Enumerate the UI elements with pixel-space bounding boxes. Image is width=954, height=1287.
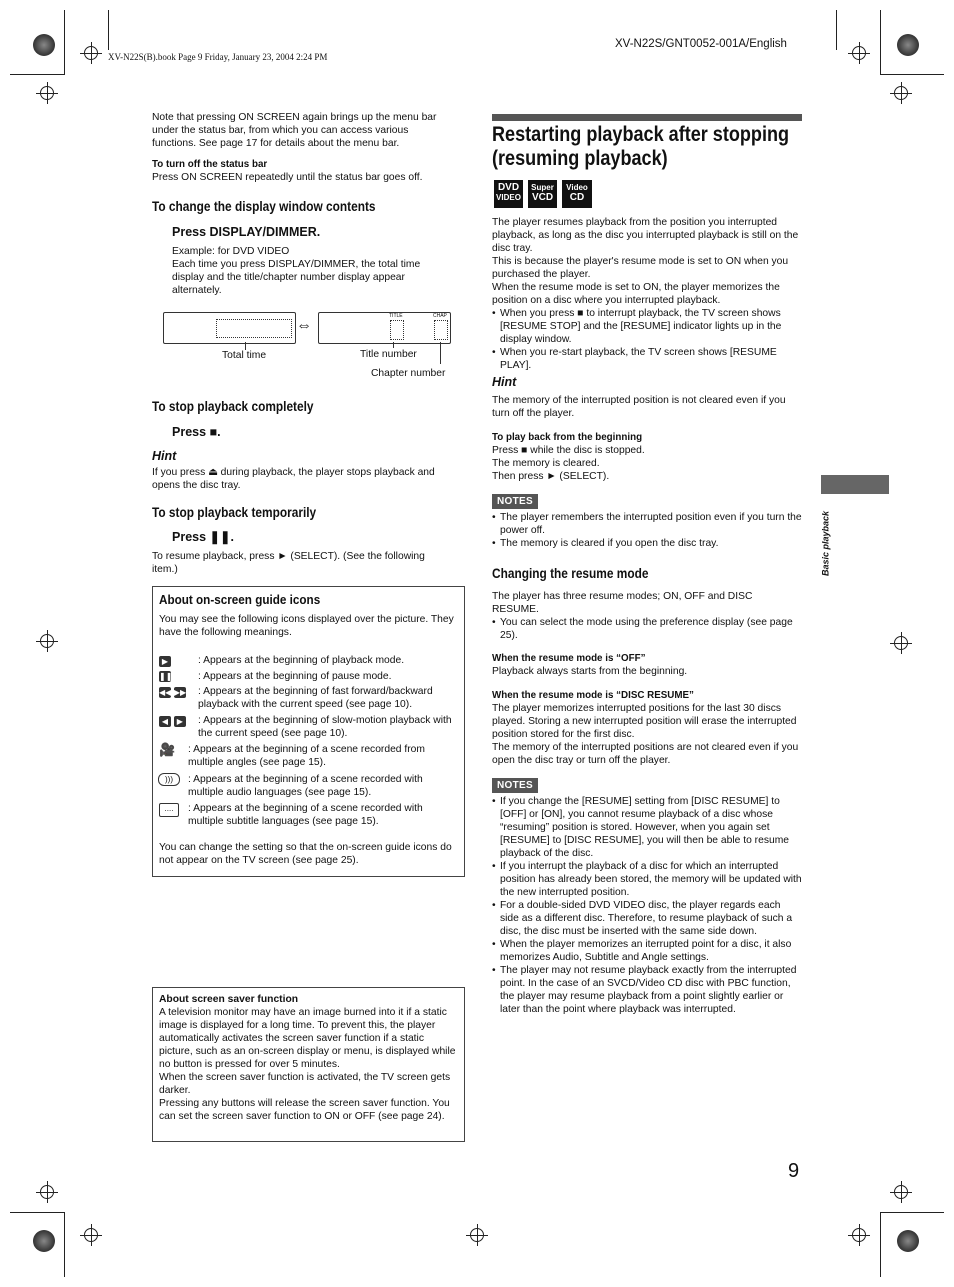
pause-heading: To stop playback temporarily: [152, 505, 317, 520]
crosshair-mark: [848, 42, 870, 64]
angle-camera-icon: 🎥: [159, 742, 176, 757]
guide-icons-title: About on-screen guide icons: [159, 592, 321, 607]
crosshair-mark: [36, 630, 58, 652]
display-text: Each time you press DISPLAY/DIMMER, the total time display and the title/chapter number display appear alternately.: [172, 259, 421, 296]
guide-item-text: : Appears at the beginning of fast forward/backward playback with the current speed (see page 10).: [198, 686, 433, 710]
guide-item-text: : Appears at the beginning of a scene recorded with multiple audio languages (see page 15).: [188, 774, 423, 798]
stop-hint-label: Hint: [152, 449, 177, 463]
resume-hint-label: Hint: [492, 375, 517, 389]
page-number: 9: [788, 1160, 800, 1182]
title-bar: [492, 114, 802, 121]
resume-para: The player resumes playback from the position you interrupted playback, as long as the disc you interrupted playback is still on the disc tray.: [492, 217, 799, 254]
doc-code: XV-N22S/GNT0052-001A/English: [615, 38, 787, 50]
video-cd-logo: Video CD: [562, 180, 592, 208]
list-item: • For a double-sided DVD VIDEO disc, the player regards each side as a different disc. Therefore, to resume playback of such a disc, the disc must be inserted with the same side down.: [492, 899, 802, 938]
screen-saver-text: Pressing any buttons will release the screen saver function. You can set the screen saver function to ON or OFF (see page 24).: [159, 1098, 450, 1122]
super-vcd-logo: Super VCD: [528, 180, 557, 208]
crop-line: [10, 1212, 65, 1213]
notes-badge-2: NOTES: [492, 778, 538, 793]
crop-line: [880, 74, 944, 75]
registration-dot-bottom-left: [33, 1230, 55, 1252]
resume-bullets: [492, 307, 802, 372]
guide-icons-intro: You may see the following icons displayed over the picture. They have the following meanings.: [159, 614, 454, 638]
list-item: • When you re-start playback, the TV screen shows [RESUME PLAY].: [492, 346, 802, 372]
pause-text: To resume playback, press ► (SELECT). (See the following item.): [152, 551, 425, 575]
label-title-number: Title number: [360, 349, 417, 360]
list-item: • If you change the [RESUME] setting from [DISC RESUME] to [OFF] or [ON], you cannot resume playback of a disc whose “resuming” position is stored. However, when you again set [RESUME] to [DISC RESUME], you will then be able to resume playback of the disc.: [492, 795, 802, 860]
guide-item-text: : Appears at the beginning of a scene recorded from multiple angles (see page 15).: [188, 744, 425, 768]
screen-saver-box: [152, 987, 465, 1142]
display-example: Example: for DVD VIDEO: [172, 246, 290, 257]
lcd-title-chapter: [318, 312, 451, 344]
registration-dot-top-left: [33, 34, 55, 56]
display-press: Press DISPLAY/DIMMER.: [172, 225, 321, 239]
label-total-time: Total time: [222, 350, 267, 361]
notes-list-1: [492, 511, 802, 550]
dvd-video-logo: DVD VIDEO: [494, 180, 523, 208]
display-body: [172, 245, 442, 297]
crop-line: [880, 10, 881, 74]
crosshair-mark: [890, 82, 912, 104]
notes-list-2: [492, 795, 802, 1016]
guide-item-text: : Appears at the beginning of pause mode.: [198, 671, 392, 682]
crop-line: [880, 1212, 881, 1277]
leader-line: [440, 342, 441, 364]
toggle-arrow-icon: ⇔: [296, 317, 312, 334]
crosshair-mark: [890, 1181, 912, 1203]
crosshair-mark: [80, 42, 102, 64]
resume-hint-text: The memory of the interrupted position is not cleared even if you turn off the player.: [492, 395, 786, 419]
crosshair-mark: [890, 632, 912, 654]
beginning-line: Press ■ while the disc is stopped.: [492, 445, 645, 456]
subtitle-icon: ....: [159, 803, 179, 817]
guide-item-text: : Appears at the beginning of a scene recorded with multiple subtitle languages (see page 15).: [188, 803, 423, 827]
list-item: • You can select the mode using the preference display (see page 25).: [492, 616, 802, 642]
crosshair-mark: [466, 1224, 488, 1246]
turn-off-title: To turn off the status bar: [152, 159, 268, 170]
lcd-title-label: TITLE: [389, 313, 403, 319]
beginning-line: The memory is cleared.: [492, 458, 600, 469]
page-title-line1: Restarting playback after stopping: [492, 123, 790, 146]
changing-bullets: [492, 616, 802, 642]
guide-item-text: : Appears at the beginning of playback mode.: [198, 655, 405, 666]
lcd-chap-label: CHAP: [433, 313, 447, 319]
stop-press: Press ■.: [172, 425, 221, 439]
fast-forward-backward-icon: ◀◀ ▶▶: [159, 688, 187, 697]
side-tab-label: Basic playback: [820, 510, 831, 577]
list-item: • The player may not resume playback exactly from the interrupted point. In the case of an SVCD/Video CD disc with PBC function, the player may resume playback from a point slightly earlier or later than the point where playback was interrupted.: [492, 964, 802, 1016]
guide-icons-footer: You can change the setting so that the on-screen guide icons do not appear on the TV screen (see page 25).: [159, 842, 452, 866]
crop-line: [836, 10, 837, 50]
list-item: • When the player memorizes an iterrupted point for a disc, it also memorizes Audio, Subtitle and Angle settings.: [492, 938, 802, 964]
screen-saver-text: When the screen saver function is activated, the TV screen gets darker.: [159, 1072, 451, 1096]
resume-intro: [492, 216, 802, 372]
slow-motion-icon: ◀ ▶: [159, 715, 186, 728]
audio-language-icon: ))): [158, 773, 180, 786]
disc-resume-text: The memory of the interrupted positions are not cleared even if you open the disc tray or turn off the player.: [492, 742, 799, 766]
crosshair-mark: [36, 82, 58, 104]
off-text: Playback always starts from the beginning.: [492, 666, 688, 677]
file-info: XV-N22S(B).book Page 9 Friday, January 23, 2004 2:24 PM: [108, 52, 328, 62]
list-item: • The player remembers the interrupted position even if you turn the power off.: [492, 511, 802, 537]
notes-badge-1: NOTES: [492, 494, 538, 509]
screen-saver-title: About screen saver function: [159, 994, 299, 1005]
lcd-total-time: [163, 312, 296, 344]
label-chapter-number: Chapter number: [371, 368, 446, 379]
screen-saver-content: [159, 993, 459, 1123]
list-item: • When you press ■ to interrupt playback, the TV screen shows [RESUME STOP] and the [RESUME] indicator lights up in the display window.: [492, 307, 802, 346]
left-column: [152, 111, 452, 184]
beginning-title: To play back from the beginning: [492, 432, 643, 443]
pause-press: Press ❚❚.: [172, 530, 234, 544]
stop-heading: To stop playback completely: [152, 399, 314, 414]
list-item: • If you interrupt the playback of a disc for which an interrupted position has already been stored, the memory will be updated with the new interrupted position.: [492, 860, 802, 899]
crop-line: [64, 1212, 65, 1277]
crop-line: [64, 10, 65, 74]
stop-hint-text: If you press ⏏ during playback, the player stops playback and opens the disc tray.: [152, 467, 435, 491]
beginning-line: Then press ► (SELECT).: [492, 471, 610, 482]
resume-para: When the resume mode is set to ON, the player memorizes the position on a disc where you interrupted playback.: [492, 282, 780, 306]
display-heading: To change the display window contents: [152, 199, 376, 214]
pause-icon: ❚❚: [159, 672, 173, 681]
guide-icons-box: [152, 586, 465, 877]
changing-heading: Changing the resume mode: [492, 566, 649, 581]
page-title: [492, 123, 789, 171]
play-icon: ▶: [159, 655, 171, 668]
registration-dot-bottom-right: [897, 1230, 919, 1252]
registration-dot-top-right: [897, 34, 919, 56]
off-title: When the resume mode is “OFF”: [492, 653, 646, 664]
guide-item-text: : Appears at the beginning of slow-motion playback with the current speed (see page 10).: [198, 715, 452, 739]
crop-line: [10, 74, 65, 75]
crosshair-mark: [80, 1224, 102, 1246]
changing-block: [492, 590, 802, 767]
crosshair-mark: [848, 1224, 870, 1246]
crop-line: [880, 1212, 944, 1213]
list-item: • The memory is cleared if you open the disc tray.: [492, 537, 802, 550]
crop-line: [108, 10, 109, 50]
intro-text: Note that pressing ON SCREEN again brings up the menu bar under the status bar, from which you can access various functions. See page 17 for details about the menu bar.: [152, 112, 437, 149]
turn-off-text: Press ON SCREEN repeatedly until the status bar goes off.: [152, 172, 423, 183]
screen-saver-text: A television monitor may have an image burned into it if a static image is displayed for a long time. To prevent this, the player automatically activates the screen saver function if a static picture, such as an on-screen display or menu, is displayed while no button is pressed for over 5 minutes.: [159, 1007, 456, 1070]
disc-resume-title: When the resume mode is “DISC RESUME”: [492, 690, 694, 701]
resume-para: This is because the player's resume mode is set to ON when you purchased the player.: [492, 256, 789, 280]
page-title-line2: (resuming playback): [492, 147, 668, 170]
changing-text: The player has three resume modes; ON, OFF and DISC RESUME.: [492, 591, 753, 615]
beginning-block: [492, 431, 802, 483]
crosshair-mark: [36, 1181, 58, 1203]
disc-resume-text: The player memorizes interrupted positions for the last 30 discs played. Storing a new interrupted position will erase the interrupted position stored for the first disc.: [492, 703, 797, 740]
